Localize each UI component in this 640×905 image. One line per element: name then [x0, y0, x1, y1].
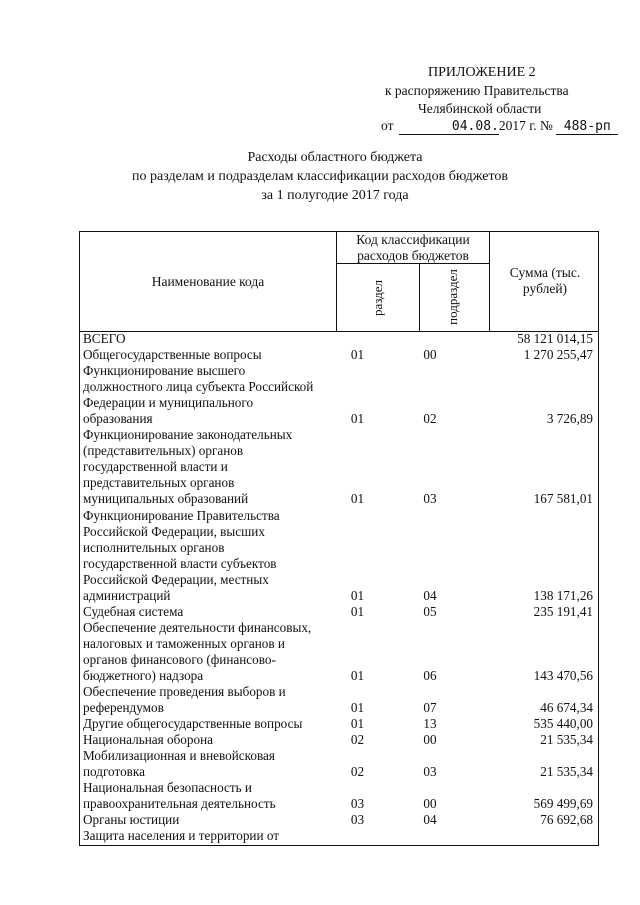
col-divider-razdel	[419, 263, 420, 331]
row-name: Общегосударственные вопросы	[83, 347, 262, 363]
header-podrazdel: подраздел	[445, 269, 460, 325]
row-razdel: 01	[350, 587, 365, 603]
header-razdel: раздел	[370, 279, 385, 317]
row-sum: 138 171,26	[533, 587, 593, 603]
row-razdel: 03	[350, 812, 365, 828]
row-name: Функционирование законодательных (представительных) органов государственной власти и представительных органов муниципальных образований	[83, 427, 293, 507]
row-podrazdel: 07	[423, 700, 437, 716]
row-podrazdel: 06	[423, 667, 437, 683]
row-razdel: 03	[350, 796, 365, 812]
header-code-group: Код классификации расходов бюджетов	[356, 232, 470, 263]
row-sum: 535 440,00	[533, 716, 593, 732]
row-sum: 46 674,34	[540, 700, 593, 716]
header-name: Наименование кода	[151, 274, 265, 289]
row-name: Органы юстиции	[83, 812, 180, 828]
table-row	[80, 828, 598, 844]
table-row	[80, 363, 598, 427]
row-sum: 58 121 014,15	[517, 331, 593, 346]
row-sum: 76 692,68	[540, 812, 593, 828]
row-razdel: 01	[350, 667, 365, 683]
row-razdel: 01	[350, 491, 365, 507]
expenses-table	[79, 231, 599, 846]
row-sum: 1 270 255,47	[523, 347, 593, 363]
col-divider-sum	[489, 232, 490, 331]
row-razdel: 01	[350, 716, 365, 732]
table-row	[80, 620, 598, 684]
title-line3: за 1 полугодие 2017 года	[261, 188, 409, 203]
row-podrazdel: 00	[423, 732, 437, 748]
row-sum: 167 581,01	[533, 491, 593, 507]
row-podrazdel: 00	[423, 347, 437, 363]
row-razdel: 01	[350, 411, 365, 427]
row-sum: 21 535,34	[540, 732, 593, 748]
appendix-line3: Челябинской области	[418, 101, 542, 116]
row-podrazdel: 03	[423, 491, 437, 507]
date-prefix: от	[381, 118, 394, 133]
row-podrazdel: 03	[423, 764, 437, 780]
appendix-line2: к распоряжению Правительства	[385, 83, 569, 98]
year-text: 2017 г.	[498, 118, 537, 133]
row-name: Мобилизационная и вневойсковая подготовка	[83, 748, 275, 780]
table-row	[80, 780, 598, 812]
table-row	[80, 427, 598, 507]
row-podrazdel: 04	[423, 812, 437, 828]
row-sum: 235 191,41	[533, 603, 593, 619]
title-line1: Расходы областного бюджета	[247, 150, 423, 165]
date-value: 04.08.	[399, 120, 499, 135]
number-value: 488-рп	[556, 120, 618, 135]
row-razdel: 01	[350, 700, 365, 716]
row-sum: 569 499,69	[533, 796, 593, 812]
row-razdel: 01	[350, 347, 365, 363]
number-sign: №	[540, 118, 553, 133]
table-row	[80, 347, 598, 363]
row-name: Функционирование Правительства Российской Федерации, высших исполнительных органов государственной власти субъектов Российской Федерации, местных администраций	[83, 507, 280, 603]
table-row	[80, 604, 598, 620]
row-podrazdel: 05	[423, 603, 437, 619]
table-row	[80, 716, 598, 732]
row-name: Обеспечение деятельности финансовых, налоговых и таможенных органов и органов финансового (финансово- бюджетного) надзора	[83, 619, 312, 683]
table-row	[80, 508, 598, 604]
row-sum: 143 470,56	[533, 667, 593, 683]
row-name: Обеспечение проведения выборов и референдумов	[83, 684, 286, 716]
row-sum: 21 535,34	[540, 764, 593, 780]
row-podrazdel: 02	[423, 411, 437, 427]
row-podrazdel: 13	[423, 716, 437, 732]
row-sum: 3 726,89	[546, 411, 593, 427]
row-name: Судебная система	[83, 603, 184, 619]
title-line2: по разделам и подразделам классификации расходов бюджетов	[131, 169, 509, 184]
table-row	[80, 812, 598, 828]
row-podrazdel: 00	[423, 796, 437, 812]
table-row	[80, 732, 598, 748]
row-name: Национальная оборона	[83, 732, 213, 748]
row-podrazdel: 04	[423, 587, 437, 603]
row-name: Защита населения и территории от	[83, 828, 280, 844]
order-date-number	[381, 118, 618, 135]
table-row	[80, 684, 598, 716]
row-razdel: 02	[350, 732, 365, 748]
row-name: Функционирование высшего должностного лица субъекта Российской Федерации и муниципального образования	[83, 363, 314, 427]
row-name: Национальная безопасность и правоохранительная деятельность	[83, 780, 276, 812]
table-body	[80, 331, 598, 845]
table-row	[80, 331, 598, 347]
table-row	[80, 748, 598, 780]
row-name: ВСЕГО	[83, 331, 126, 346]
row-name: Другие общегосударственные вопросы	[83, 716, 303, 732]
col-divider-name	[336, 232, 337, 331]
header-sum: Сумма (тыс. рублей)	[509, 265, 581, 296]
row-razdel: 02	[350, 764, 365, 780]
appendix-title: ПРИЛОЖЕНИЕ 2	[428, 65, 536, 80]
row-razdel: 01	[350, 603, 365, 619]
document-title	[0, 148, 640, 205]
